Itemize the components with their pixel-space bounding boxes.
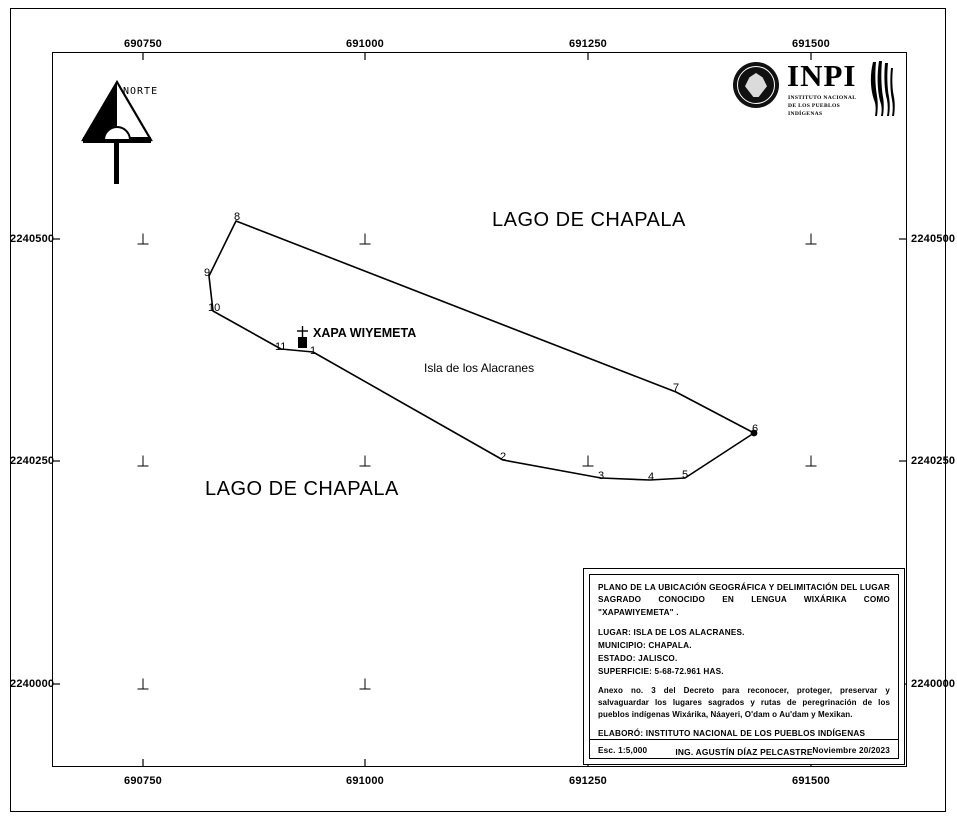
axis-tick-top-1: 691000: [346, 38, 384, 50]
vertex-label-4: 4: [648, 471, 655, 483]
inpi-subtitle-line-2: DE LOS PUEBLOS: [788, 103, 841, 110]
legend-municipality: MUNICIPIO: CHAPALA.: [598, 641, 692, 651]
axis-tick-left-1: 2240250: [10, 455, 55, 467]
vertex-label-1: 1: [310, 345, 317, 357]
axis-tick-right-2: 2240000: [911, 678, 956, 690]
lake-label-main: LAGO DE CHAPALA: [492, 209, 686, 231]
legend-inner: [589, 574, 899, 759]
legend-author: ING. AGUSTÍN DÍAZ PELCASTRE: [675, 747, 813, 758]
vertex-label-2: 2: [500, 451, 507, 463]
sacred-site-label: XAPA WIYEMETA: [313, 326, 417, 340]
legend-divider: [590, 739, 898, 740]
axis-tick-left-2: 2240000: [10, 678, 55, 690]
vertex-label-3: 3: [598, 470, 605, 482]
legend-area: SUPERFICIE: 5-68-72.961 HAS.: [598, 667, 724, 677]
legend-scale: Esc. 1:5,000: [598, 746, 648, 755]
legend-note: Anexo no. 3 del Decreto para reconocer, proteger, preservar y salvaguardar los lugares sagrados y rutas de peregrinación de los pueblos indígenas Wixárika, Náayeri, O'dam o Au'dam y Mexikan.: [598, 686, 890, 720]
vertex-label-10: 10: [208, 302, 221, 314]
vertex-label-11: 11: [275, 341, 287, 353]
vertex-label-7: 7: [673, 382, 680, 394]
axis-tick-top-2: 691250: [569, 38, 607, 50]
inpi-acronym: INPI: [787, 58, 857, 93]
legend-place: LUGAR: ISLA DE LOS ALACRANES.: [598, 627, 745, 637]
axis-tick-right-0: 2240500: [911, 233, 956, 245]
axis-tick-bottom-0: 690750: [124, 775, 162, 787]
legend-footer: [598, 746, 890, 758]
feather-icon: [867, 60, 895, 118]
inpi-subtitle-line-1: INSTITUTO NACIONAL: [788, 95, 857, 101]
axis-tick-left-0: 2240500: [10, 233, 55, 245]
inpi-seal-icon: [733, 62, 779, 108]
north-label: NORTE: [123, 86, 159, 97]
inpi-logo: [733, 58, 893, 124]
legend-block: [583, 568, 905, 765]
legend-title: PLANO DE LA UBICACIÓN GEOGRÁFICA Y DELIMITACIÓN DEL LUGAR SAGRADO CONOCIDO EN LENGUA WIXÁRIKA COMO "XAPAWIYEMETA" .: [598, 583, 890, 617]
lake-label-southwest: LAGO DE CHAPALA: [205, 478, 399, 500]
axis-tick-bottom-1: 691000: [346, 775, 384, 787]
inpi-subtitle: [788, 94, 856, 118]
axis-tick-right-1: 2240250: [911, 455, 956, 467]
vertex-label-8: 8: [234, 211, 241, 223]
legend-prepared-by: ELABORÓ: INSTITUTO NACIONAL DE LOS PUEBLOS INDÍGENAS: [598, 729, 866, 739]
axis-tick-top-0: 690750: [124, 38, 162, 50]
axis-tick-bottom-3: 691500: [792, 775, 830, 787]
island-label: Isla de los Alacranes: [424, 361, 535, 375]
axis-tick-top-3: 691500: [792, 38, 830, 50]
axis-tick-bottom-2: 691250: [569, 775, 607, 787]
inpi-subtitle-line-3: INDÍGENAS: [788, 111, 823, 118]
legend-state: ESTADO: JALISCO.: [598, 654, 678, 664]
vertex-label-5: 5: [682, 469, 689, 481]
legend-date: Noviembre 20/2023: [812, 746, 890, 755]
vertex-label-6: 6: [752, 423, 759, 435]
vertex-label-9: 9: [204, 267, 211, 279]
